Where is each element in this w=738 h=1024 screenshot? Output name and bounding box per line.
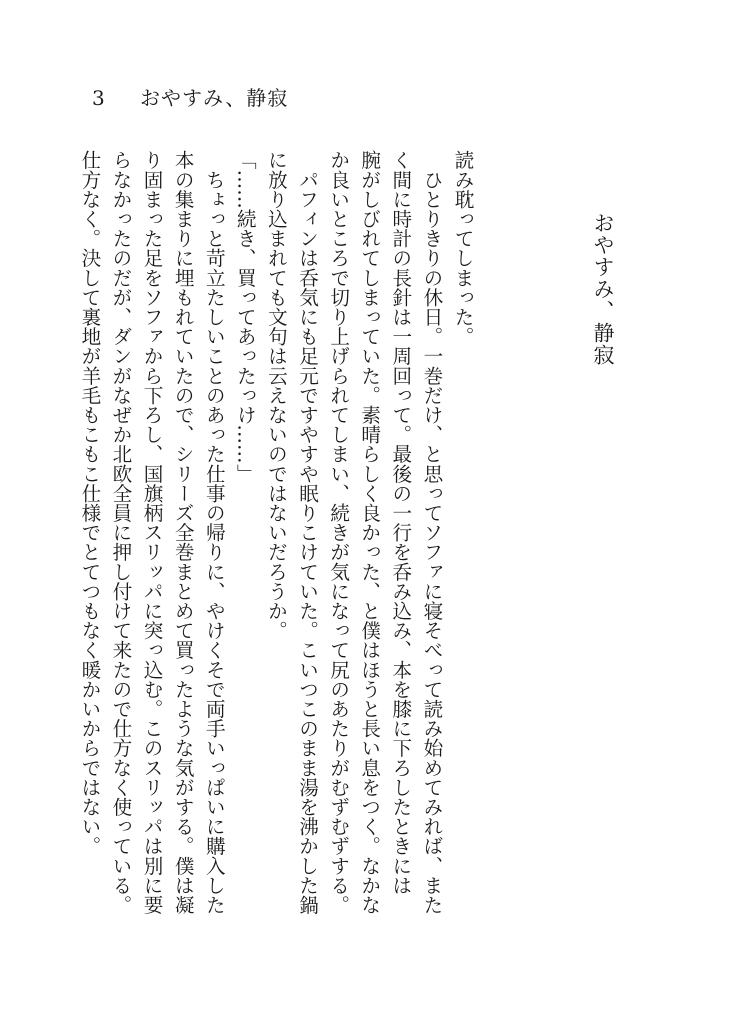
running-header: おやすみ、静寂 bbox=[140, 86, 289, 110]
text-line: 仕方なく。決して裏地が羊毛もこもこ仕様でとてつもなく暖かいからではない。 bbox=[77, 150, 101, 856]
text-line: か良いところで切り上げられてしまい、続きが気になって尻のあたりがむずむずする。 bbox=[326, 150, 350, 915]
text-line: に放り込まれても文句は云えないのではないだろうか。 bbox=[264, 150, 288, 640]
text-line: ちょっと苛立たしいことのあった仕事の帰りに、やけくそで両手いっぱいに購入した bbox=[202, 150, 226, 915]
text-line: 読み耽ってしまった。 bbox=[451, 150, 474, 346]
text-line: 「……続き、買ってあったっけ……」 bbox=[233, 150, 257, 484]
text-line: く間に時計の長針は一周回って。最後の一行を呑み込み、本を膝に下ろしたときには bbox=[388, 150, 412, 895]
chapter-title: おやすみ、静寂 bbox=[591, 212, 615, 366]
text-line: パフィンは呑気にも足元ですやすや眠りこけていた。こいつこのまま湯を沸かした鍋 bbox=[295, 150, 319, 915]
body-text bbox=[77, 150, 478, 915]
text-line: 本の集まりに埋もれていたので、シリーズ全巻まとめて買ったような気がする。僕は凝 bbox=[171, 150, 195, 915]
text-line: 腕がしびれてしまっていた。素晴らしく良かった、と僕はほうと長い息をつく。なかな bbox=[357, 150, 381, 915]
page-number: 3 bbox=[92, 86, 105, 110]
text-line: らなかったのだが、ダンがなぜか北欧全員に押し付けて来たので仕方なく使っている。 bbox=[108, 150, 132, 915]
text-line: ひとりきりの休日。一巻だけ、と思ってソファに寝そべって読み始めてみれば、また bbox=[419, 150, 443, 915]
text-line: り固まった足をソファから下ろし、国旗柄スリッパに突っ込む。このスリッパは別に要 bbox=[140, 150, 164, 915]
